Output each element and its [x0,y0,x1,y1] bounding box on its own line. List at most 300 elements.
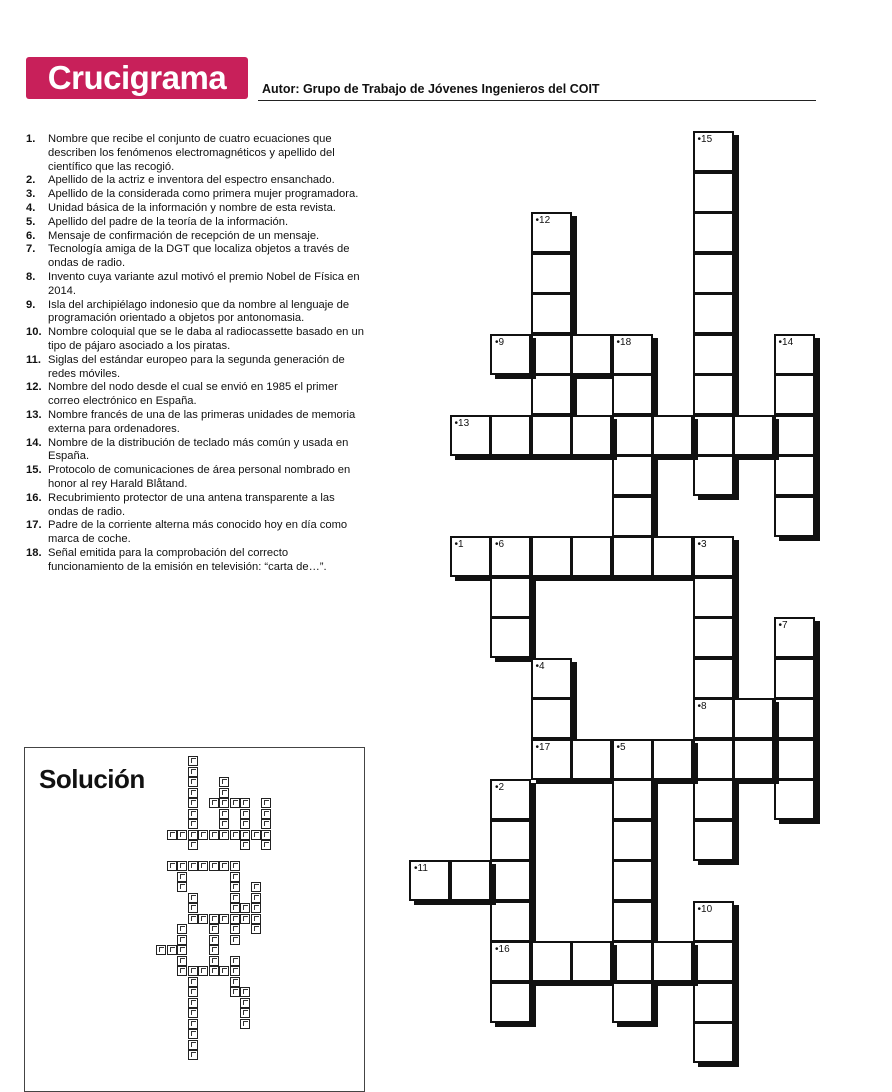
solution-cell [188,914,198,924]
crossword-cell[interactable] [612,455,653,496]
crossword-cell[interactable] [652,739,693,780]
crossword-cell[interactable] [490,820,531,861]
crossword-cell[interactable] [409,860,450,901]
crossword-cell[interactable] [733,739,774,780]
solution-cell [188,1019,198,1029]
solution-glyph [180,937,185,942]
solution-cell [251,903,261,913]
solution-cell [261,840,271,850]
crossword-cell[interactable] [693,739,734,780]
crossword-cell[interactable] [693,901,734,942]
solution-glyph [233,937,238,942]
crossword-cell[interactable] [693,536,734,577]
cell-clue-number: •4 [535,660,545,672]
solution-glyph [254,832,259,837]
crossword-cell[interactable] [571,941,612,982]
solution-cell [209,798,219,808]
solution-cell [209,924,219,934]
crossword-cell[interactable] [612,901,653,942]
solution-cell [188,767,198,777]
header-divider [258,100,816,101]
solution-glyph [191,979,196,984]
clue-item [26,326,366,354]
crossword-cell[interactable] [693,779,734,820]
solution-glyph [201,916,206,921]
clue-text: Unidad básica de la información y nombre de esta revista. [48,201,336,214]
crossword-cell[interactable] [652,415,693,456]
crossword-cell[interactable] [693,982,734,1023]
cell-clue-number: •17 [535,741,551,753]
solution-glyph [180,926,185,931]
solution-glyph [180,874,185,879]
crossword-cell[interactable] [531,739,572,780]
crossword-cell[interactable] [693,172,734,213]
solution-glyph [233,874,238,879]
clue-item [26,216,366,230]
solution-glyph [191,800,196,805]
solution-cell [188,809,198,819]
clue-item [26,230,366,244]
solution-cell [188,830,198,840]
solution-cell [251,882,261,892]
solution-glyph [264,832,269,837]
crossword-cell[interactable] [693,415,734,456]
crossword-cell[interactable] [612,415,653,456]
solution-cell [240,809,250,819]
solution-glyph [201,832,206,837]
solution-cell [188,861,198,871]
clue-number: 7. [26,243,36,256]
solution-cell [251,914,261,924]
clue-text: Nombre coloquial que se le daba al radiocassette basado en un tipo de pájaro asociado a los piratas. [48,326,364,352]
cell-clue-number: •6 [495,539,505,550]
solution-cell [177,872,187,882]
crossword-cell[interactable] [612,334,653,375]
solution-glyph [243,800,248,805]
solution-glyph [212,926,217,931]
clue-number: 10. [26,326,42,339]
solution-cell [177,830,187,840]
crossword-cell[interactable] [531,415,572,456]
crossword-cell[interactable] [571,415,612,456]
solution-cell [188,977,198,987]
solution-glyph [233,884,238,889]
clue-text: Invento cuya variante azul motivó el premio Nobel de Física en 2014. [48,270,360,297]
solution-glyph [212,916,217,921]
crossword-cell[interactable] [612,820,653,861]
solution-glyph [233,800,238,805]
solution-glyph [191,758,196,763]
crossword-cell[interactable] [733,698,774,739]
solution-cell [167,861,177,871]
solution-cell [261,798,271,808]
solution-cell [240,987,250,997]
clue-text: Siglas del estándar europeo para la segunda generación de redes móviles. [48,353,345,380]
cell-clue-number: •18 [616,336,632,348]
clue-number: 9. [26,298,36,311]
solution-cell [240,798,250,808]
solution-glyph [212,947,217,952]
crossword-cell[interactable] [693,293,734,334]
cell-clue-number: •3 [697,539,707,550]
solution-glyph [233,979,238,984]
crossword-cell[interactable] [490,941,531,982]
crossword-cell[interactable] [693,374,734,415]
solution-cell [230,924,240,934]
solution-cell [188,1029,198,1039]
crossword-cell[interactable] [490,982,531,1023]
crossword-cell[interactable] [693,334,734,375]
clue-text: Apellido del padre de la teoría de la información. [48,215,289,228]
solution-cell [230,893,240,903]
solution-cell [240,914,250,924]
solution-glyph [191,821,196,826]
solution-glyph [254,895,259,900]
crossword-cell[interactable] [774,496,815,537]
crossword-cell[interactable] [450,536,491,577]
solution-glyph [159,947,164,952]
crossword-cell[interactable] [612,982,653,1023]
clue-item [26,243,366,271]
solution-glyph [243,989,248,994]
solution-cell [230,798,240,808]
crossword-cell[interactable] [612,536,653,577]
crossword-cell[interactable] [531,536,572,577]
solution-cell [251,924,261,934]
solution-glyph [191,779,196,784]
solution-glyph [191,989,196,994]
crossword-cell[interactable] [450,415,491,456]
crossword-cell[interactable] [531,334,572,375]
solution-cell [230,977,240,987]
solution-glyph [191,968,196,973]
solution-cell [188,777,198,787]
solution-cell [230,903,240,913]
cell-clue-number: •13 [454,417,470,429]
solution-cell [219,966,229,976]
solution-glyph [222,821,227,826]
crossword-cell[interactable] [774,779,815,820]
solution-glyph [191,832,196,837]
solution-glyph [222,790,227,795]
solution-cell [240,1019,250,1029]
clue-item [26,202,366,216]
clue-item [26,464,366,492]
solution-glyph [191,1052,196,1057]
solution-glyph [191,1010,196,1015]
crossword-cell[interactable] [450,860,491,901]
cell-clue-number: •2 [495,782,505,793]
solution-glyph [180,968,185,973]
solution-glyph [264,811,269,816]
solution-glyph [191,905,196,910]
crossword-cell[interactable] [531,293,572,334]
crossword-cell[interactable] [774,617,815,658]
cell-clue-number: •14 [778,336,794,348]
crossword-cell[interactable] [774,698,815,739]
solution-glyph [191,895,196,900]
solution-cell [209,935,219,945]
solution-cell [177,935,187,945]
cell-clue-number: •5 [616,741,626,753]
solution-glyph [191,1000,196,1005]
crossword-cell[interactable] [571,739,612,780]
crossword-cell[interactable] [490,901,531,942]
clue-item [26,409,366,437]
crossword-cell[interactable] [531,253,572,294]
crossword-cell[interactable] [612,860,653,901]
crossword-cell[interactable] [612,496,653,537]
crossword-cell[interactable] [490,577,531,618]
clue-item [26,519,366,547]
clue-number: 8. [26,270,36,283]
clue-number: 16. [26,491,42,504]
clue-number: 2. [26,174,36,187]
clue-item [26,174,366,188]
crossword-cell[interactable] [693,658,734,699]
solution-cell [219,809,229,819]
solution-glyph [201,863,206,868]
clue-text: Apellido de la actriz e inventora del espectro ensanchado. [48,174,335,187]
crossword-cell[interactable] [571,334,612,375]
clue-text: Apellido de la considerada como primera mujer programadora. [48,188,359,201]
solution-glyph [212,958,217,963]
solution-glyph [254,884,259,889]
clue-number: 1. [26,133,36,145]
solution-cell [261,819,271,829]
solution-cell [209,830,219,840]
solution-cell [230,966,240,976]
solution-glyph [233,916,238,921]
solution-glyph [264,800,269,805]
solution-cell [240,840,250,850]
solution-glyph [243,842,248,847]
solution-cell [188,788,198,798]
solution-cell [251,830,261,840]
crossword-cell[interactable] [571,536,612,577]
solution-glyph [201,968,206,973]
solution-glyph [180,958,185,963]
crossword-cell[interactable] [612,739,653,780]
crossword-cell[interactable] [490,617,531,658]
crossword-cell[interactable] [652,941,693,982]
solution-cell [230,882,240,892]
solution-glyph [264,842,269,847]
clue-item [26,381,366,409]
solution-cell [188,966,198,976]
clue-number: 15. [26,464,42,477]
solution-cell [188,987,198,997]
crossword-cell[interactable] [612,779,653,820]
crossword-cell[interactable] [531,698,572,739]
solution-glyph [191,842,196,847]
solution-cell [188,819,198,829]
clue-item [26,133,366,174]
crossword-cell[interactable] [531,941,572,982]
cell-clue-number: •11 [414,863,428,874]
solution-cell [198,914,208,924]
crossword-cell[interactable] [693,577,734,618]
solution-glyph [191,1021,196,1026]
clue-text: Señal emitida para la comprobación del correcto funcionamiento de la emisión en televisión: “carta de…”. [48,546,327,573]
solution-cell [198,966,208,976]
crossword-cell[interactable] [733,415,774,456]
clue-number: 11. [26,353,41,366]
crossword-cell[interactable] [693,941,734,982]
clue-item [26,354,366,382]
solution-cell [209,956,219,966]
clue-list [26,133,366,575]
solution-glyph [191,1031,196,1036]
solution-glyph [222,800,227,805]
crossword-cell[interactable] [490,415,531,456]
solution-glyph [233,989,238,994]
solution-glyph [233,926,238,931]
solution-cell [230,861,240,871]
crossword-cell[interactable] [612,941,653,982]
solution-glyph [222,832,227,837]
solution-cell [188,893,198,903]
solution-glyph [180,947,185,952]
crossword-cell[interactable] [531,212,572,253]
crossword-cell[interactable] [693,455,734,496]
clue-item [26,299,366,327]
crossword-cell[interactable] [693,617,734,658]
solution-cell [230,872,240,882]
clue-text: Tecnología amiga de la DGT que localiza objetos a través de ondas de radio. [48,243,350,270]
solution-glyph [233,895,238,900]
clue-item [26,547,366,575]
crossword-cell[interactable] [693,1022,734,1063]
solution-glyph [233,832,238,837]
cell-clue-number: •15 [697,134,713,145]
solution-glyph [243,1010,248,1015]
clue-number: 6. [26,229,36,242]
solution-cell [219,777,229,787]
solution-cell [188,903,198,913]
solution-glyph [233,968,238,973]
solution-cell [209,861,219,871]
solution-glyph [212,968,217,973]
solution-cell [230,987,240,997]
solution-glyph [191,811,196,816]
solution-glyph [222,916,227,921]
solution-cell [177,945,187,955]
solution-cell [167,830,177,840]
crossword-cell[interactable] [774,739,815,780]
solution-cell [240,819,250,829]
solution-glyph [191,916,196,921]
solution-glyph [191,1042,196,1047]
solution-cell [188,756,198,766]
solution-cell [177,882,187,892]
solution-glyph [233,905,238,910]
crossword-cell[interactable] [774,658,815,699]
solution-glyph [222,779,227,784]
solution-glyph [180,832,185,837]
clue-item [26,492,366,520]
solution-cell [261,809,271,819]
crossword-cell[interactable] [693,212,734,253]
solution-glyph [243,1000,248,1005]
solution-cell [230,830,240,840]
crossword-cell[interactable] [652,536,693,577]
clue-text: Nombre del nodo desde el cual se envió en 1985 el primer correo electrónico en España. [48,381,338,408]
solution-cell [209,914,219,924]
solution-glyph [191,790,196,795]
solution-glyph [254,916,259,921]
cell-clue-number: •12 [535,215,551,226]
clue-number: 14. [26,436,42,449]
crossword-cell[interactable] [693,698,734,739]
crossword-cell[interactable] [490,779,531,820]
clue-text: Nombre francés de una de las primeras unidades de memoria externa para ordenadores. [48,408,356,435]
clue-number: 18. [26,546,42,559]
cell-clue-number: •7 [778,620,788,631]
solution-glyph [180,863,185,868]
clue-text: Mensaje de confirmación de recepción de un mensaje. [48,229,320,242]
solution-glyph [180,884,185,889]
solution-glyph [264,821,269,826]
solution-glyph [243,811,248,816]
crossword-cell[interactable] [490,334,531,375]
author-line: Autor: Grupo de Trabajo de Jóvenes Ingenieros del COIT [262,82,600,96]
solution-cell [219,830,229,840]
clue-number: 17. [26,519,42,532]
solution-cell [188,1040,198,1050]
cell-clue-number: •10 [697,903,713,915]
solution-glyph [254,905,259,910]
clue-number: 13. [26,408,42,421]
clue-text: Recubrimiento protector de una antena transparente a las ondas de radio. [48,491,335,518]
crossword-cell[interactable] [531,374,572,415]
crossword-cell[interactable] [531,658,572,699]
solution-glyph [222,968,227,973]
solution-glyph [170,832,175,837]
crossword-cell[interactable] [774,415,815,456]
solution-cell [240,830,250,840]
solution-glyph [233,863,238,868]
crossword-cell[interactable] [693,253,734,294]
solution-cell [240,903,250,913]
solution-glyph [243,1021,248,1026]
solution-cell [177,956,187,966]
solution-cell [188,840,198,850]
crossword-cell[interactable] [774,455,815,496]
crossword-cell[interactable] [693,131,734,172]
crossword-cell[interactable] [490,536,531,577]
solution-cell [177,861,187,871]
solution-glyph [222,811,227,816]
solution-cell [261,830,271,840]
solution-cell [188,1008,198,1018]
solution-panel [24,747,365,1092]
cell-clue-number: •9 [495,336,505,348]
crossword-cell[interactable] [693,820,734,861]
solution-cell [230,935,240,945]
clue-number: 5. [26,215,36,228]
clue-text: Protocolo de comunicaciones de área personal nombrado en honor al rey Harald Blåtand. [48,464,351,490]
crossword-cell[interactable] [612,374,653,415]
crossword-cell[interactable] [774,334,815,375]
crossword-cell[interactable] [490,860,531,901]
clue-text: Nombre de la distribución de teclado más común y usada en España. [48,436,349,463]
clue-item [26,188,366,202]
solution-glyph [170,863,175,868]
solution-glyph [222,863,227,868]
crossword-cell[interactable] [774,374,815,415]
solution-glyph [243,821,248,826]
